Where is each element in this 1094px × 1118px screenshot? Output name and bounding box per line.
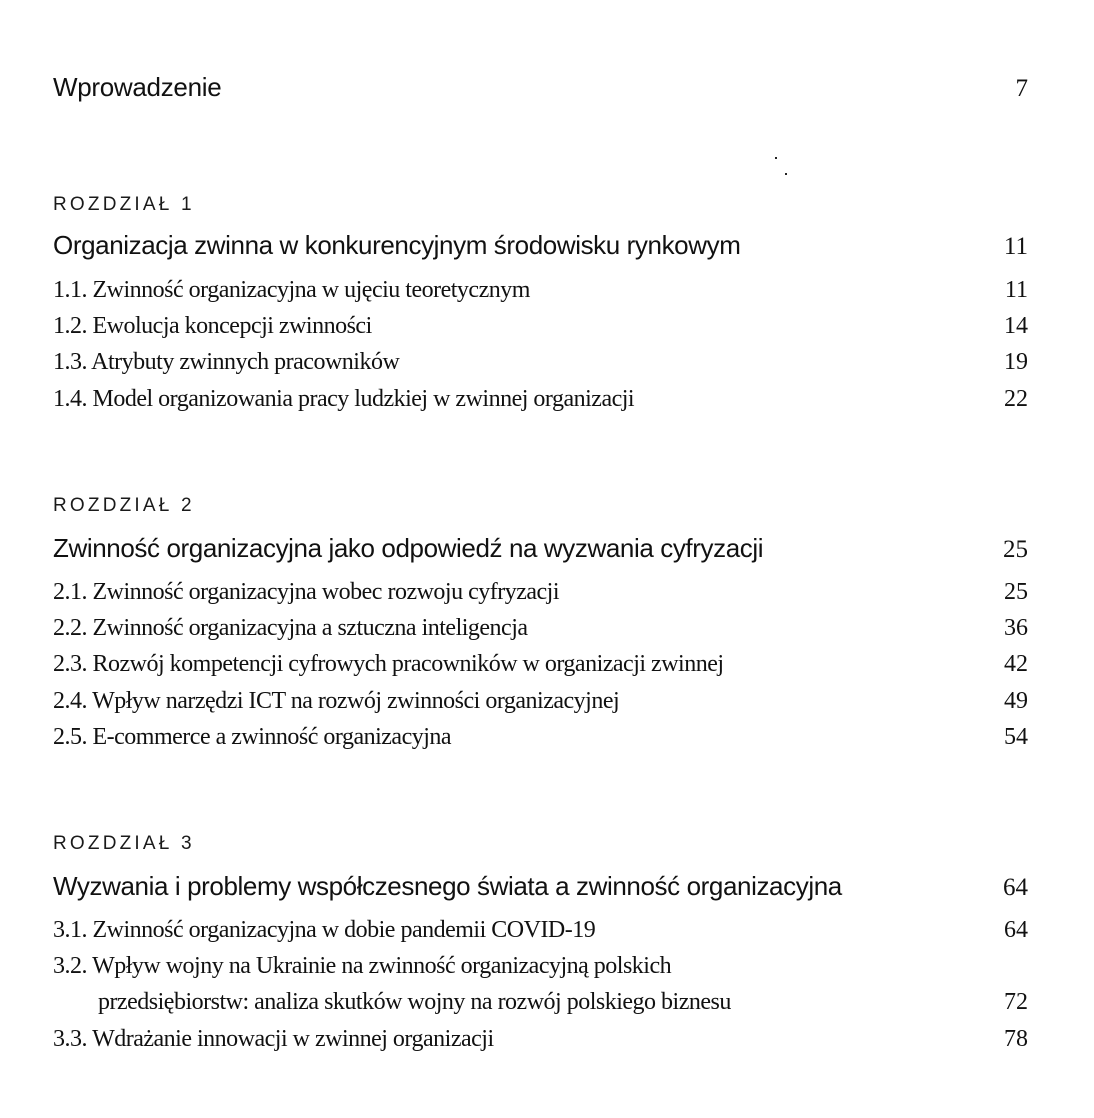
toc-entry-section[interactable] (53, 615, 1028, 642)
page-number: 7 (1015, 75, 1028, 102)
page-number: 64 (1003, 874, 1028, 901)
toc-entry-section[interactable] (53, 953, 1028, 980)
page-number: 36 (1004, 615, 1028, 641)
toc-entry-section[interactable] (53, 688, 1028, 715)
toc-entry-section[interactable] (53, 1026, 1028, 1053)
toc-entry-section[interactable] (53, 724, 1028, 751)
section-title-continuation: przedsiębiorstw: analiza skutków wojny na rozwój polskiego biznesu (98, 989, 731, 1015)
scan-speck (775, 157, 777, 159)
page-number: 11 (1003, 233, 1028, 260)
toc-entry-section-continuation[interactable] (53, 989, 1028, 1016)
page-number: 11 (1004, 277, 1028, 303)
section-title: 3.3. Wdrażanie innowacji w zwinnej organizacji (53, 1026, 494, 1052)
page-number: 25 (1003, 536, 1028, 563)
chapter-title: Zwinność organizacyjna jako odpowiedź na wyzwania cyfryzacji (53, 533, 764, 563)
toc-entry-introduction[interactable] (53, 72, 1028, 103)
section-title: 2.1. Zwinność organizacyjna wobec rozwoju cyfryzacji (53, 579, 560, 605)
page-number: 42 (1004, 651, 1028, 677)
section-title: 1.2. Ewolucja koncepcji zwinności (53, 313, 372, 339)
toc-entry-section[interactable] (53, 386, 1028, 413)
section-title: 1.4. Model organizowania pracy ludzkiej w zwinnej organizacji (53, 386, 635, 412)
section-title: 1.1. Zwinność organizacyjna w ujęciu teoretycznym (53, 277, 530, 303)
toc-entry-section[interactable] (53, 651, 1028, 678)
section-title: 2.5. E-commerce a zwinność organizacyjna (53, 724, 452, 750)
toc-entry-section[interactable] (53, 277, 1028, 304)
chapter-label: ROZDZIAŁ 2 (53, 495, 195, 516)
section-title: 2.2. Zwinność organizacyjna a sztuczna inteligencja (53, 615, 528, 641)
page-number: 14 (1004, 313, 1028, 339)
entry-title: Wprowadzenie (53, 72, 222, 102)
page-number: 54 (1004, 724, 1028, 750)
page-number: 22 (1004, 386, 1028, 412)
page-number: 72 (1004, 989, 1028, 1015)
toc-entry-chapter-3[interactable] (53, 871, 1028, 902)
toc-entry-chapter-1[interactable] (53, 230, 1028, 261)
toc-entry-section[interactable] (53, 579, 1028, 606)
toc-entry-section[interactable] (53, 917, 1028, 944)
page-number: 49 (1004, 688, 1028, 714)
page-number: 25 (1004, 579, 1028, 605)
section-title: 3.1. Zwinność organizacyjna w dobie pandemii COVID-19 (53, 917, 596, 943)
page-number: 19 (1004, 349, 1028, 375)
chapter-label: ROZDZIAŁ 1 (53, 194, 195, 215)
page-number: 78 (1004, 1026, 1028, 1052)
chapter-label: ROZDZIAŁ 3 (53, 833, 195, 854)
toc-entry-section[interactable] (53, 349, 1028, 376)
chapter-title: Organizacja zwinna w konkurencyjnym środowisku rynkowym (53, 230, 741, 260)
section-title: 1.3. Atrybuty zwinnych pracowników (53, 349, 400, 375)
toc-entry-chapter-2[interactable] (53, 533, 1028, 564)
section-title: 3.2. Wpływ wojny na Ukrainie na zwinność organizacyjną polskich (53, 953, 672, 979)
section-title: 2.4. Wpływ narzędzi ICT na rozwój zwinności organizacyjnej (53, 688, 620, 714)
scan-speck (785, 173, 787, 175)
page-number: 64 (1004, 917, 1028, 943)
toc-entry-section[interactable] (53, 313, 1028, 340)
chapter-title: Wyzwania i problemy współczesnego świata a zwinność organizacyjna (53, 871, 842, 901)
section-title: 2.3. Rozwój kompetencji cyfrowych pracowników w organizacji zwinnej (53, 651, 724, 677)
